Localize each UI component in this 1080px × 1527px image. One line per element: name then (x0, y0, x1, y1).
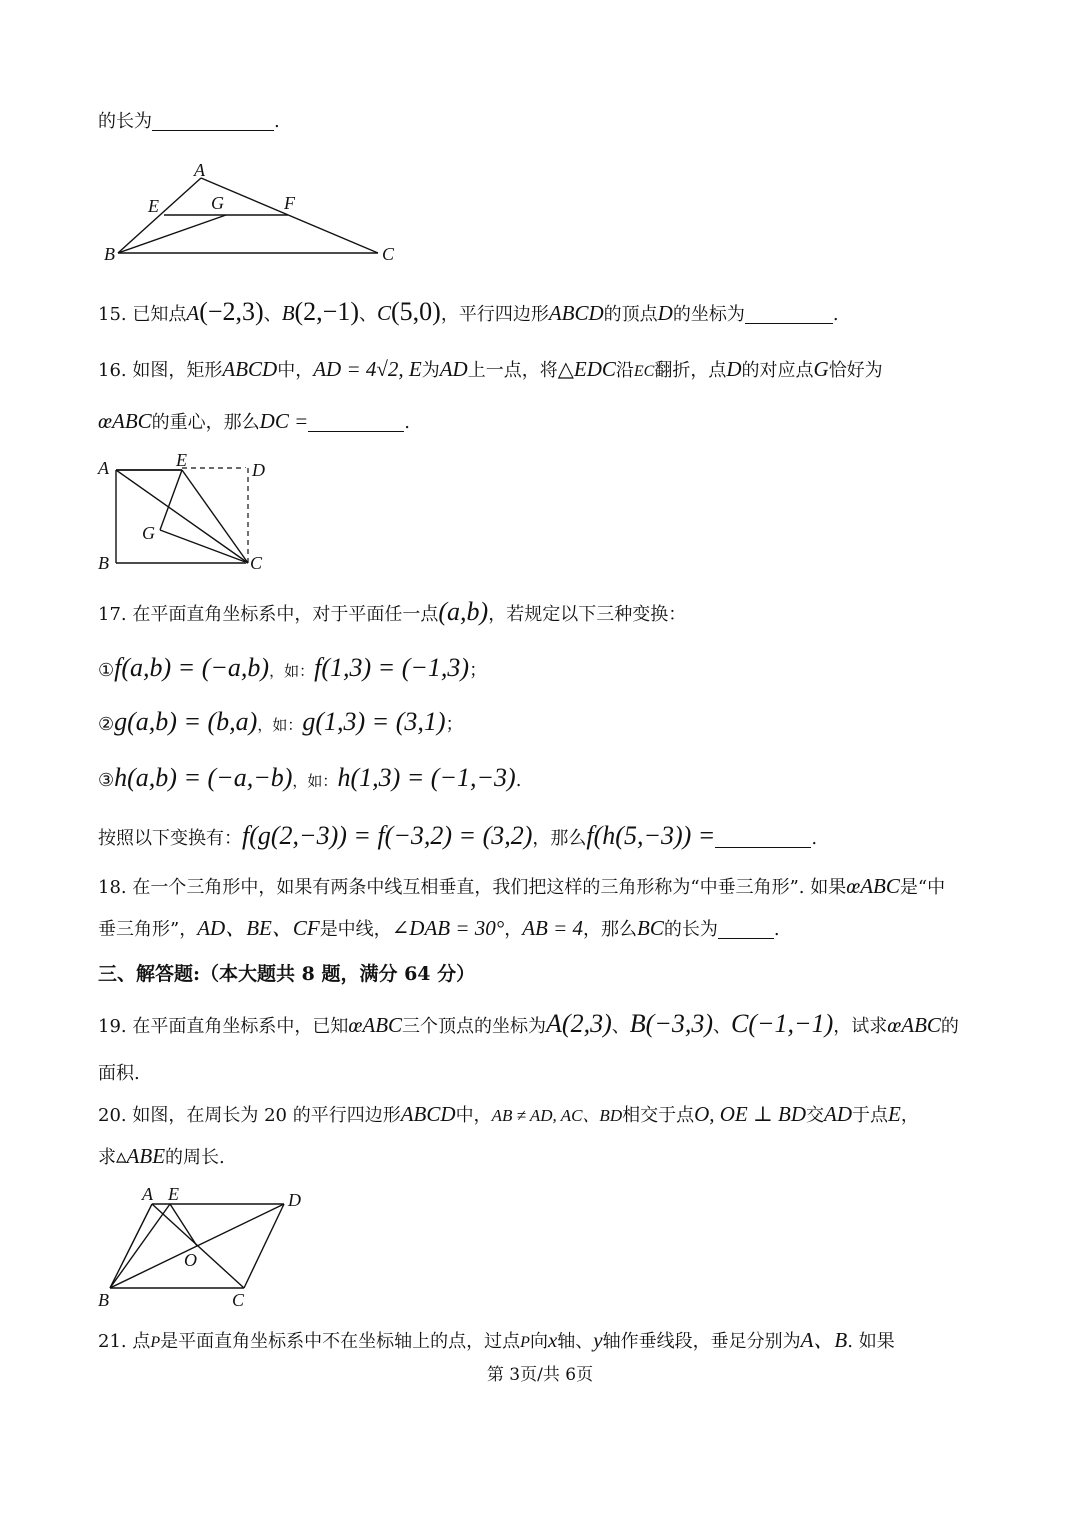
fig20-label-d: D (288, 1190, 301, 1210)
q20-end: ， (900, 1105, 919, 1126)
q16-text: 上一点，将 (467, 360, 558, 381)
q17-eg: ，如： (257, 716, 303, 734)
q21-line-1 (98, 1326, 895, 1357)
q20-triangle: ▵ABE (116, 1144, 166, 1168)
fig16-rectangle-diagram (96, 448, 286, 576)
q20-condition: AB ≠ AD, AC、BD (491, 1106, 623, 1125)
q19-line-2: 面积. (98, 1063, 140, 1084)
q18-text: 在一个三角形中，如果有两条中线互相垂直，我们把这样的三角形称为“中垂三角形”. 如果 (132, 877, 847, 898)
q17-end: ； (445, 714, 464, 735)
q18-angle: ∠DAB = 30° (391, 916, 505, 940)
q17-example: f(1,3) = (−1,3) (314, 653, 470, 682)
fig14-label-g: G (211, 193, 224, 213)
q15-abcd: ABCD (548, 301, 604, 325)
q18-triangle: œABC (846, 874, 900, 898)
q16-ad: AD (439, 357, 468, 381)
q21-point-p: P (150, 1334, 161, 1351)
q17-number: 17. (98, 604, 127, 625)
q20-text: 如图，在周长为 20 的平行四边形 (132, 1105, 401, 1126)
q18-text: 垂三角形”， (98, 919, 198, 940)
q17-worked-example: f(g(2,−3)) = f(−3,2) = (3,2) (242, 821, 533, 850)
q16-text: 的重心，那么 (151, 412, 260, 433)
q16-expression: AD = 4√2, E (313, 357, 422, 381)
q14-answer-blank[interactable] (152, 110, 274, 131)
q19-text: ，试求 (833, 1016, 888, 1037)
fig14-triangle-diagram (98, 158, 408, 270)
q14-line (98, 108, 280, 136)
q15-point-b: B (281, 301, 295, 325)
q18-medians: AD、BE、CF (197, 916, 320, 940)
q15-coord-a: (−2,3) (199, 297, 264, 326)
q17-line-ask (98, 822, 817, 853)
q20-text: 中， (455, 1105, 492, 1126)
q21-text: . 如果 (847, 1331, 895, 1352)
q18-line-1 (98, 872, 945, 902)
q16-end: . (404, 412, 410, 433)
q17-answer-blank[interactable] (715, 827, 811, 848)
q20-text: 求 (98, 1147, 116, 1168)
q16-text: 的对应点 (741, 360, 814, 381)
q20-oe: O, OE ⊥ BD (694, 1102, 806, 1126)
q17-rule-mark: ① (98, 660, 115, 681)
fig14-label-c: C (382, 244, 395, 264)
q18-sep: ， (504, 919, 523, 940)
q19-triangle: œABC (348, 1013, 403, 1037)
q21-text: 点 (132, 1331, 151, 1352)
q16-dc: DC = (259, 409, 309, 433)
q17-text: 在平面直角坐标系中，对于平面任一点 (132, 604, 439, 625)
q19-triangle: œABC (887, 1013, 941, 1037)
q21-y-axis: y (593, 1328, 603, 1352)
q17-text: 按照以下变换有： (98, 828, 242, 849)
q15-coord-c: (5,0) (391, 297, 441, 326)
q17-eg: ，如： (292, 772, 338, 790)
q20-text: 交 (806, 1105, 824, 1126)
q16-triangle-abc: œABC (98, 409, 152, 433)
q17-point: (a,b) (438, 597, 489, 626)
q19-point-a: A(2,3) (546, 1009, 612, 1038)
q20-abcd: ABCD (400, 1102, 456, 1126)
q19-sep: 、 (611, 1016, 630, 1037)
q19-point-c: C(−1,−1) (731, 1009, 834, 1038)
q18-number: 18. (98, 877, 127, 898)
fig14-label-a: A (194, 160, 205, 180)
q15-number: 15. (98, 304, 127, 325)
q17-example: g(1,3) = (3,1) (302, 707, 446, 736)
q20-point-e: E (888, 1102, 901, 1126)
q17-end: . (811, 828, 818, 849)
q18-bc: BC (637, 916, 664, 940)
q15-text: ，平行四边形 (440, 304, 549, 325)
q16-text: 如图，矩形 (132, 360, 223, 381)
q15-text: 的顶点 (603, 304, 658, 325)
q21-x-axis: x (547, 1328, 558, 1352)
q16-text: 为 (421, 360, 440, 381)
q17-text: ，那么 (532, 828, 587, 849)
q15-coord-b: (2,−1) (294, 297, 359, 326)
q15-point-a: A (186, 301, 200, 325)
q16-text: 中， (277, 360, 314, 381)
q16-answer-blank[interactable] (308, 411, 404, 432)
fig16-label-a: A (98, 458, 109, 478)
q17-line-1 (98, 598, 686, 629)
q18-end: . (773, 919, 780, 940)
q18-ab: AB = 4 (522, 916, 584, 940)
fig20-label-a: A (142, 1184, 153, 1204)
q16-text: 恰好为 (828, 360, 883, 381)
fig14-label-b: B (104, 244, 115, 264)
q20-text: 于点 (852, 1105, 888, 1126)
q17-text: ，若规定以下三种变换： (488, 604, 687, 625)
q21-text: 是平面直角坐标系中不在坐标轴上的点，过点 (160, 1331, 521, 1352)
q18-text: 是中线， (319, 919, 392, 940)
q17-eg: ，如： (269, 662, 315, 680)
fig14-label-f: F (284, 193, 295, 213)
fig16-label-g: G (142, 523, 155, 543)
q17-rule-3 (98, 764, 521, 795)
fig20-label-e: E (168, 1184, 179, 1204)
q18-answer-blank[interactable] (718, 918, 774, 939)
section-3-heading: 三、解答题:（本大题共 8 题，满分 64 分） (98, 963, 476, 985)
q19-sep: 、 (713, 1016, 731, 1037)
q17-rule-mark: ② (98, 714, 115, 735)
q19-line-1 (98, 1010, 959, 1041)
q16-line-2 (98, 407, 410, 437)
q17-end: ； (469, 660, 488, 681)
q21-feet: A、B (800, 1328, 848, 1352)
q15-text: 已知点 (132, 304, 187, 325)
fig20-parallelogram-diagram (94, 1180, 314, 1312)
q17-rule-2 (98, 708, 464, 739)
q20-text: 相交于点 (622, 1105, 695, 1126)
q20-ad: AD (824, 1102, 852, 1126)
q19-text: 的 (940, 1016, 959, 1037)
fig16-label-d: D (252, 460, 265, 480)
q15-sep: 、 (359, 304, 377, 325)
q16-number: 16. (98, 360, 127, 381)
fig20-label-o: O (184, 1250, 197, 1270)
q18-line-2 (98, 914, 780, 944)
q17-rule-1 (98, 654, 487, 685)
q15-answer-blank[interactable] (745, 303, 833, 324)
fig16-label-c: C (250, 553, 263, 573)
q17-example: h(1,3) = (−1,−3) (337, 763, 516, 792)
q15-line (98, 298, 839, 329)
fig20-label-c: C (232, 1290, 245, 1310)
q20-line-1 (98, 1100, 919, 1130)
q17-rule-h: h(a,b) = (−a,−b) (114, 763, 293, 792)
q21-text: 向 (529, 1331, 548, 1352)
q21-point-p: P (520, 1334, 530, 1351)
q15-text: 的坐标为 (672, 304, 745, 325)
q14-suffix: . (274, 111, 280, 132)
fig14-label-e: E (148, 196, 159, 216)
q16-line-1 (98, 355, 883, 386)
q16-triangle: △EDC (557, 357, 616, 381)
q14-prefix: 的长为 (98, 111, 152, 132)
fig16-label-e: E (176, 450, 187, 470)
q21-number: 21. (98, 1331, 127, 1352)
q17-rule-f: f(a,b) = (−a,b) (114, 653, 270, 682)
q20-number: 20. (98, 1105, 127, 1126)
q20-text: 的周长. (165, 1147, 225, 1168)
q16-text: 沿 (615, 360, 634, 381)
q16-ec: EC (633, 363, 655, 380)
q15-point-d: D (657, 301, 673, 325)
q19-number: 19. (98, 1016, 127, 1037)
page-footer: 第 3页/共 6页 (486, 1365, 594, 1385)
q17-ask: f(h(5,−3)) = (586, 821, 716, 850)
q16-point-g: G (813, 357, 829, 381)
q18-text: ，那么 (583, 919, 638, 940)
q20-line-2 (98, 1142, 225, 1172)
q16-text: 翻折，点 (654, 360, 727, 381)
q16-abcd: ABCD (222, 357, 278, 381)
q19-point-b: B(−3,3) (629, 1009, 713, 1038)
fig16-label-b: B (98, 553, 109, 573)
q17-rule-mark: ③ (98, 770, 115, 791)
q15-end: . (832, 304, 839, 325)
q16-point-d: D (726, 357, 742, 381)
q19-text: 三个顶点的坐标为 (402, 1016, 547, 1037)
q17-rule-g: g(a,b) = (b,a) (114, 707, 258, 736)
q21-text: 轴作垂线段，垂足分别为 (602, 1331, 801, 1352)
q15-sep: 、 (263, 304, 282, 325)
q17-end: . (515, 770, 522, 791)
q19-text: 在平面直角坐标系中，已知 (132, 1016, 349, 1037)
fig20-label-b: B (98, 1290, 109, 1310)
q15-point-c: C (377, 301, 392, 325)
q18-text: 的长为 (663, 919, 718, 940)
q21-text: 轴、 (557, 1331, 594, 1352)
q18-text: 是“中 (899, 877, 946, 898)
